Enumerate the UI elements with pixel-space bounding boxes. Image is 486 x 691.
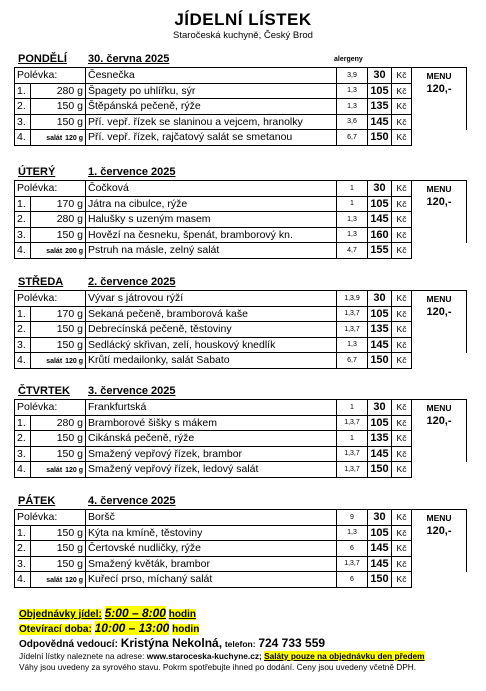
soup-price: 30 xyxy=(368,510,392,526)
empty-cell xyxy=(412,541,467,557)
dish-weight: 280 g xyxy=(31,83,86,99)
day-menu-table xyxy=(14,180,467,259)
day-section xyxy=(14,53,466,146)
dish-alergens: 1,3 xyxy=(337,99,368,115)
dish-row xyxy=(15,114,467,130)
dish-weight-cell xyxy=(31,243,86,259)
day-section xyxy=(14,166,466,259)
currency-label: Kč xyxy=(392,227,412,243)
day-date: 30. června 2025 xyxy=(88,53,170,65)
dish-price: 135 xyxy=(368,431,392,447)
salat-tag: salát xyxy=(46,135,63,143)
empty-cell xyxy=(412,243,467,259)
day-name: STŘEDA xyxy=(18,276,64,288)
dish-row xyxy=(15,83,467,99)
dish-weight-cell xyxy=(31,462,86,478)
dish-alergens: 6 xyxy=(337,572,368,588)
orders-label: Objednávky jídel: xyxy=(19,609,102,620)
menu-label: MENU xyxy=(412,291,467,307)
empty-cell xyxy=(412,572,467,588)
dish-number: 4. xyxy=(15,353,31,369)
dish-name: Pří. vepř. řízek se slaninou a vejcem, hranolky xyxy=(86,114,337,130)
dish-name: Halušky s uzeným masem xyxy=(86,212,337,228)
currency-label: Kč xyxy=(392,400,412,416)
currency-label: Kč xyxy=(392,114,412,130)
dish-row xyxy=(15,130,467,146)
dish-name: Špagety po uhlířku, sýr xyxy=(86,83,337,99)
soup-alergens: 1 xyxy=(337,181,368,197)
opening-line xyxy=(19,621,479,636)
dish-price: 145 xyxy=(368,337,392,353)
dish-price: 160 xyxy=(368,227,392,243)
dish-price: 145 xyxy=(368,446,392,462)
dish-row xyxy=(15,322,467,338)
dish-name: Smažený květák, brambor xyxy=(86,556,337,572)
dish-alergens: 1,3,7 xyxy=(337,446,368,462)
soup-price: 30 xyxy=(368,291,392,307)
dish-weight: 150 g xyxy=(31,541,86,557)
currency-label: Kč xyxy=(392,337,412,353)
empty-cell xyxy=(412,227,467,243)
alergeny-label: alergeny xyxy=(334,56,363,63)
phone-number: 724 733 559 xyxy=(258,636,326,650)
day-name: PONDĚLÍ xyxy=(18,53,67,65)
day-header xyxy=(14,495,466,509)
currency-label: Kč xyxy=(392,556,412,572)
website-link[interactable]: www.staroceska-kuchyne.cz; xyxy=(146,651,262,661)
dish-number: 3. xyxy=(15,114,31,130)
menu-label: MENU xyxy=(412,68,467,84)
day-menu-table xyxy=(14,67,467,146)
dish-weight: 150 g xyxy=(31,556,86,572)
day-header xyxy=(14,53,466,67)
empty-cell xyxy=(412,446,467,462)
phone-label: telefon: xyxy=(224,639,256,649)
dish-number: 3. xyxy=(15,556,31,572)
currency-label: Kč xyxy=(392,212,412,228)
soup-price: 30 xyxy=(368,400,392,416)
empty-cell xyxy=(412,431,467,447)
dish-row xyxy=(15,431,467,447)
dish-weight: 150 g xyxy=(31,99,86,115)
currency-label: Kč xyxy=(392,243,412,259)
soup-name: Čočková xyxy=(86,181,337,197)
menu-price: 120,- xyxy=(412,306,467,322)
dish-row xyxy=(15,337,467,353)
dish-price: 145 xyxy=(368,114,392,130)
day-section xyxy=(14,276,466,369)
salat-tag: salát xyxy=(46,358,63,366)
dish-price: 150 xyxy=(368,572,392,588)
currency-label: Kč xyxy=(392,353,412,369)
dish-weight: 200 g xyxy=(65,248,83,256)
soup-row xyxy=(15,291,467,307)
dish-alergens: 1,3 xyxy=(337,337,368,353)
dish-alergens: 1,3 xyxy=(337,227,368,243)
dish-price: 145 xyxy=(368,212,392,228)
dish-number: 2. xyxy=(15,322,31,338)
dish-number: 4. xyxy=(15,572,31,588)
currency-label: Kč xyxy=(392,181,412,197)
dish-alergens: 4,7 xyxy=(337,243,368,259)
menu-price: 120,- xyxy=(412,415,467,431)
dish-weight: 170 g xyxy=(31,196,86,212)
day-header xyxy=(14,385,466,399)
soup-alergens: 3,9 xyxy=(337,68,368,84)
website-line xyxy=(19,651,479,662)
dish-weight: 150 g xyxy=(31,227,86,243)
dish-number: 4. xyxy=(15,243,31,259)
empty-cell xyxy=(412,212,467,228)
menu-price: 120,- xyxy=(412,525,467,541)
dish-alergens: 1,3 xyxy=(337,525,368,541)
dish-row xyxy=(15,556,467,572)
currency-label: Kč xyxy=(392,322,412,338)
dish-name: Hovězí na česneku, špenát, bramborový kn. xyxy=(86,227,337,243)
currency-label: Kč xyxy=(392,99,412,115)
soup-price: 30 xyxy=(368,68,392,84)
dish-alergens: 1 xyxy=(337,196,368,212)
open-time: 10:00 – 13:00 xyxy=(94,621,170,635)
day-header xyxy=(14,276,466,290)
dish-weight: 280 g xyxy=(31,212,86,228)
currency-label: Kč xyxy=(392,306,412,322)
empty-cell xyxy=(412,462,467,478)
currency-label: Kč xyxy=(392,291,412,307)
dish-price: 145 xyxy=(368,556,392,572)
currency-label: Kč xyxy=(392,572,412,588)
soup-name: Boršč xyxy=(86,510,337,526)
dish-number: 1. xyxy=(15,525,31,541)
currency-label: Kč xyxy=(392,541,412,557)
dish-number: 1. xyxy=(15,196,31,212)
orders-time: 5:00 – 8:00 xyxy=(104,606,166,620)
dish-weight: 150 g xyxy=(31,525,86,541)
day-name: PÁTEK xyxy=(18,495,56,507)
currency-label: Kč xyxy=(392,510,412,526)
dish-name: Cikánská pečeně, rýže xyxy=(86,431,337,447)
dish-price: 145 xyxy=(368,541,392,557)
day-date: 1. července 2025 xyxy=(88,166,176,178)
soup-label: Polévka: xyxy=(15,68,86,84)
menu-label: MENU xyxy=(412,510,467,526)
dish-number: 1. xyxy=(15,415,31,431)
currency-label: Kč xyxy=(392,130,412,146)
dish-name: Kýta na kmíně, těstoviny xyxy=(86,525,337,541)
day-name: ÚTERÝ xyxy=(18,166,56,178)
dish-row xyxy=(15,212,467,228)
dish-price: 105 xyxy=(368,83,392,99)
dish-weight: 120 g xyxy=(65,577,83,585)
currency-label: Kč xyxy=(392,415,412,431)
day-name: ČTVRTEK xyxy=(18,385,70,397)
disclaimer: Váhy jsou uvedeny za syrového stavu. Pokrm spotřebujte ihned po dodání. Ceny jsou uvedeny včetně DPH. xyxy=(19,662,417,672)
empty-cell xyxy=(412,353,467,369)
dish-alergens: 1,3 xyxy=(337,212,368,228)
manager-name: Kristýna Nekolná, xyxy=(120,636,223,650)
menu-price: 120,- xyxy=(412,196,467,212)
menu-label: MENU xyxy=(412,400,467,416)
dish-price: 135 xyxy=(368,322,392,338)
soup-label: Polévka: xyxy=(15,510,86,526)
dish-number: 2. xyxy=(15,541,31,557)
dish-name: Čertovské nudličky, rýže xyxy=(86,541,337,557)
menu-title: JÍDELNÍ LÍSTEK xyxy=(174,10,312,29)
empty-cell xyxy=(412,99,467,115)
soup-name: Frankfurtská xyxy=(86,400,337,416)
dish-name: Krůtí medailonky, salát Sabato xyxy=(86,353,337,369)
dish-name: Játra na cibulce, rýže xyxy=(86,196,337,212)
dish-name: Pstruh na másle, zelný salát xyxy=(86,243,337,259)
dish-number: 3. xyxy=(15,227,31,243)
dish-name: Kuřecí prso, míchaný salát xyxy=(86,572,337,588)
salat-tag: salát xyxy=(46,248,63,256)
dish-number: 4. xyxy=(15,462,31,478)
dish-weight: 150 g xyxy=(31,337,86,353)
dish-number: 2. xyxy=(15,99,31,115)
dish-weight-cell xyxy=(31,572,86,588)
currency-label: Kč xyxy=(392,431,412,447)
menu-label: MENU xyxy=(412,181,467,197)
orders-line xyxy=(19,606,479,621)
dish-number: 1. xyxy=(15,306,31,322)
open-unit: hodin xyxy=(172,624,200,635)
dish-weight-cell xyxy=(31,130,86,146)
dish-row xyxy=(15,243,467,259)
dish-row xyxy=(15,227,467,243)
dish-number: 2. xyxy=(15,212,31,228)
dish-row xyxy=(15,196,467,212)
menu-subtitle: Staročeská kuchyně, Český Brod xyxy=(173,30,313,41)
empty-cell xyxy=(412,556,467,572)
dish-number: 2. xyxy=(15,431,31,447)
soup-label: Polévka: xyxy=(15,400,86,416)
dish-price: 150 xyxy=(368,353,392,369)
dish-name: Sedlácký skřivan, zelí, houskový knedlík xyxy=(86,337,337,353)
currency-label: Kč xyxy=(392,462,412,478)
day-menu-table xyxy=(14,509,467,588)
dish-weight: 150 g xyxy=(31,431,86,447)
dish-name: Smažený vepřový řízek, brambor xyxy=(86,446,337,462)
dish-alergens: 1 xyxy=(337,431,368,447)
soup-name: Vývar s játrovou rýží xyxy=(86,291,337,307)
day-header xyxy=(14,166,466,180)
dish-weight: 120 g xyxy=(65,358,83,366)
dish-alergens: 3,6 xyxy=(337,114,368,130)
dish-weight: 170 g xyxy=(31,306,86,322)
dish-alergens: 6,7 xyxy=(337,353,368,369)
salat-tag: salát xyxy=(46,467,63,475)
soup-alergens: 9 xyxy=(337,510,368,526)
dish-row xyxy=(15,353,467,369)
soup-price: 30 xyxy=(368,181,392,197)
dish-name: Bramborové šišky s mákem xyxy=(86,415,337,431)
dish-weight: 280 g xyxy=(31,415,86,431)
dish-name: Sekaná pečeně, bramborová kaše xyxy=(86,306,337,322)
dish-alergens: 6 xyxy=(337,541,368,557)
day-section xyxy=(14,495,466,588)
dish-row xyxy=(15,306,467,322)
soup-row xyxy=(15,400,467,416)
dish-number: 3. xyxy=(15,446,31,462)
day-section xyxy=(14,385,466,478)
contact-line xyxy=(19,636,479,651)
currency-label: Kč xyxy=(392,525,412,541)
dish-weight: 120 g xyxy=(65,135,83,143)
day-date: 3. července 2025 xyxy=(88,385,176,397)
footer xyxy=(19,606,479,672)
dish-price: 135 xyxy=(368,99,392,115)
website-note: Jídelní lístky naleznete na adrese: xyxy=(19,651,145,661)
dish-weight: 120 g xyxy=(65,467,83,475)
dish-name: Smažený vepřový řízek, ledový salát xyxy=(86,462,337,478)
soup-row xyxy=(15,181,467,197)
day-date: 4. července 2025 xyxy=(88,495,176,507)
currency-label: Kč xyxy=(392,68,412,84)
soup-alergens: 1,3,9 xyxy=(337,291,368,307)
dish-alergens: 1,3 xyxy=(337,83,368,99)
dish-row xyxy=(15,99,467,115)
dish-weight: 150 g xyxy=(31,114,86,130)
dish-price: 105 xyxy=(368,525,392,541)
dish-price: 105 xyxy=(368,306,392,322)
currency-label: Kč xyxy=(392,196,412,212)
menu-price: 120,- xyxy=(412,83,467,99)
soup-label: Polévka: xyxy=(15,181,86,197)
dish-alergens: 1,3,7 xyxy=(337,415,368,431)
currency-label: Kč xyxy=(392,83,412,99)
dish-alergens: 1,3,7 xyxy=(337,322,368,338)
dish-alergens: 1,3,7 xyxy=(337,556,368,572)
day-menu-table xyxy=(14,290,467,369)
dish-number: 3. xyxy=(15,337,31,353)
dish-row xyxy=(15,541,467,557)
dish-number: 4. xyxy=(15,130,31,146)
dish-price: 105 xyxy=(368,196,392,212)
empty-cell xyxy=(412,322,467,338)
empty-cell xyxy=(412,130,467,146)
empty-cell xyxy=(412,337,467,353)
dish-weight-cell xyxy=(31,353,86,369)
dish-alergens: 6,7 xyxy=(337,130,368,146)
dish-name: Štěpánská pečeně, rýže xyxy=(86,99,337,115)
dish-row xyxy=(15,446,467,462)
soup-row xyxy=(15,68,467,84)
dish-number: 1. xyxy=(15,83,31,99)
dish-weight: 150 g xyxy=(31,446,86,462)
dish-price: 155 xyxy=(368,243,392,259)
dish-alergens: 1,3,7 xyxy=(337,462,368,478)
salat-tag: salát xyxy=(46,577,63,585)
day-menu-table xyxy=(14,399,467,478)
empty-cell xyxy=(412,114,467,130)
dish-weight: 150 g xyxy=(31,322,86,338)
soup-label: Polévka: xyxy=(15,291,86,307)
orders-unit: hodin xyxy=(168,609,196,620)
dish-price: 150 xyxy=(368,130,392,146)
day-date: 2. července 2025 xyxy=(88,276,176,288)
manager-label: Odpovědná vedoucí: xyxy=(19,639,118,650)
soup-row xyxy=(15,510,467,526)
soup-name: Česnečka xyxy=(86,68,337,84)
open-label: Otevírací doba: xyxy=(19,624,92,635)
dish-name: Debrecínská pečeně, těstoviny xyxy=(86,322,337,338)
dish-alergens: 1,3,7 xyxy=(337,306,368,322)
dish-row xyxy=(15,415,467,431)
soup-alergens: 1 xyxy=(337,400,368,416)
dish-price: 150 xyxy=(368,462,392,478)
dish-name: Pří. vepř. řízek, rajčatový salát se smetanou xyxy=(86,130,337,146)
salad-note: Saláty pouze na objednávku den předem xyxy=(264,651,425,661)
dish-row xyxy=(15,462,467,478)
dish-row xyxy=(15,572,467,588)
dish-row xyxy=(15,525,467,541)
dish-price: 105 xyxy=(368,415,392,431)
currency-label: Kč xyxy=(392,446,412,462)
